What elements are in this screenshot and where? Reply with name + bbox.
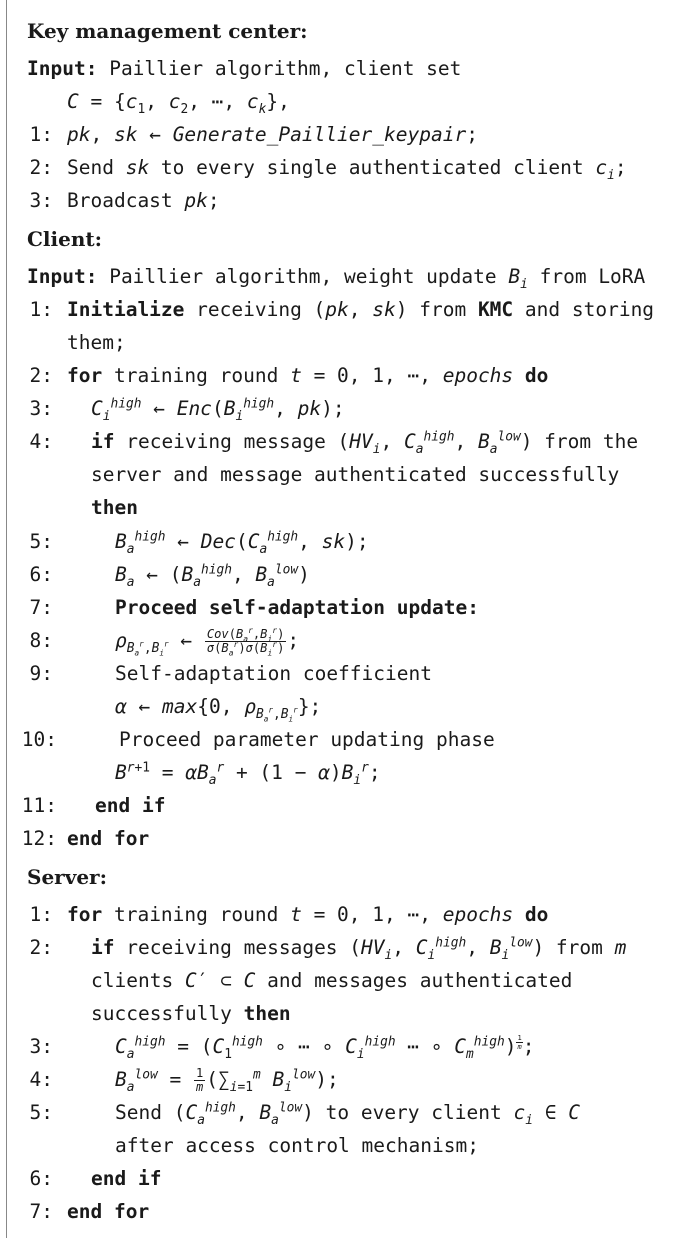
kmc-input-line (27, 56, 680, 82)
section-title-server: Server: (27, 865, 107, 889)
section-title-client: Client: (27, 227, 102, 251)
section-title-kmc: Key management center: (27, 19, 308, 43)
kmc-client-set: $C = \{c_1$, $c_2$, ⋯, $c_k$}, (67, 90, 290, 117)
input-keyword: Input: (27, 57, 98, 80)
input-keyword: Input: (27, 265, 98, 288)
client-input-line: Input: Paillier algorithm, weight update $B_i$ from LoRA (27, 265, 646, 292)
algorithm-box: Key management center: Input: Paillier algorithm, client set $C = \{c_1$, $c_2$, ⋯, $c_k$}, 1: pk, sk ← Generate_Paillier_keypair; 2: Send sk to every single authenticated client $c_i$; 3: Broadcast pk; Client: Input: Paillier algorithm, weight update $B_i$ from LoRA 1: Initialize receiving (pk, sk) from KMC and storing them; 2: for training round t = 0, 1, ⋯, epochs do 3: $C_i^{high}$ ← $Enc(B_i^{high}$, pk); 4: if receiving message ($HV_i$, $C_a^{high}$, $B_a^{low}$) from the server and message authenticated successfully then 5: $B_a^{high}$ ← $Dec(C_a^{high}$, sk); 6: $B_a$ ← ($B_a^{high}$, $B_a^{low}$) 7: Proceed self-adaptation update: 8: $\rho_{B_a^r,B_i^r}$ ← $\frac{Cov(B_a^r,B_i^r)}{\sigma(B_a^r)\sigma(B_i^r)}$ ; 9: Self-adaptation coefficient α ← max{0, $\rho_{B_a^r,B_i^r}$}; 10: Proceed parameter updating phase $B^{r+1} = \alpha B_a^r + (1 - \alpha)B_i^r$; 11: end if 12: end for Server: 1: for training round t = 0, 1, ⋯, epochs do 2: if receiving messages ($HV_i$, $C_i^{high}$, $B_i^{low}$) from m clients C′ ⊂ C and messages authenticated successfully then 3: $C_a^{high} = (C_1^{high}$ ∘ ⋯ ∘ $C_i^{high}$ ⋯ ∘ $C_m^{high}$) $^{\frac{1}{m}}$ ; 4: $B_a^{low}$ = $\frac{1}{m}$ ($\sum_{i=1}^m$ $B_i^{low}$); 5: Send ($C_a^{high}$, $B_a^{low}$) to every client $c_i$ ∈ C after access control mechanism; 6: end if 7: end for (6, 0, 680, 1238)
kmc-input-text: Paillier algorithm, client set (109, 57, 462, 80)
